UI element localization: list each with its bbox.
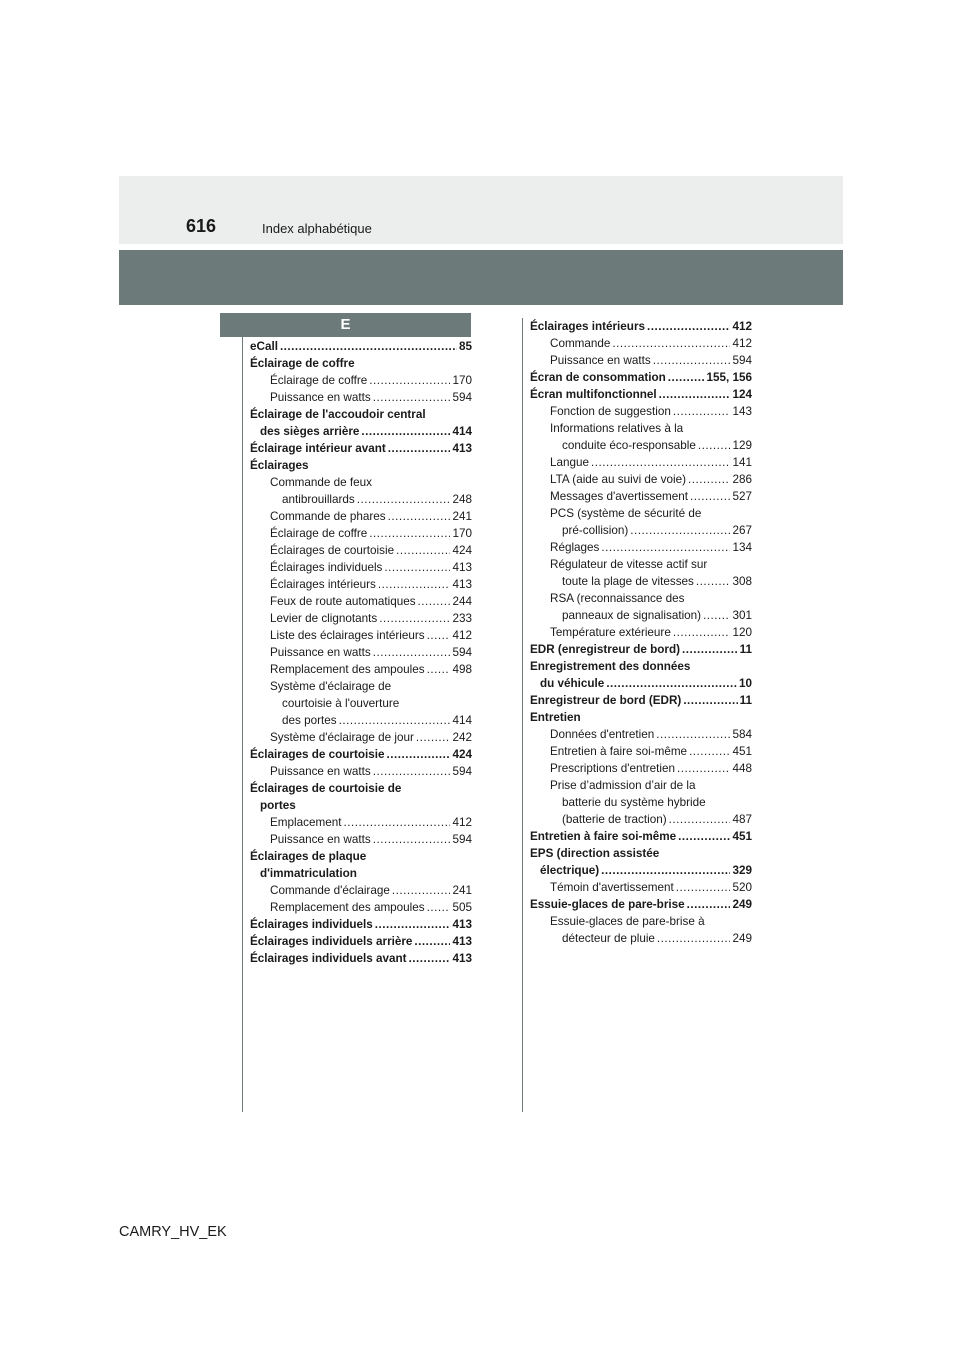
index-entry-term: Réglages <box>550 541 600 554</box>
index-entry-term: pré-collision) <box>562 524 629 537</box>
dot-leader <box>414 933 450 950</box>
index-entry-page: 244 <box>452 595 472 608</box>
index-entry-term: Puissance en watts <box>270 765 371 778</box>
index-entry-term: Éclairages intérieurs <box>530 320 645 333</box>
index-entry <box>250 865 472 882</box>
index-entry-term: toute la plage de vitesses <box>562 575 694 588</box>
index-entry-page: 413 <box>452 918 472 931</box>
index-entry-page: 11 <box>739 643 752 656</box>
index-entry-page: 413 <box>452 935 472 948</box>
index-entry-term: Éclairages individuels arrière <box>250 935 413 948</box>
index-entry-page: 170 <box>452 374 472 387</box>
index-entry-term: LTA (aide au suivi de voie) <box>550 473 686 486</box>
index-entry-page: 412 <box>732 320 752 333</box>
index-entry-term: Essuie-glaces de pare-brise <box>530 898 685 911</box>
index-entry-term: conduite éco-responsable <box>562 439 696 452</box>
index-entry <box>250 780 472 797</box>
dot-leader <box>687 896 731 913</box>
index-entry <box>530 522 752 539</box>
index-entry <box>250 559 472 576</box>
index-entry-page: 413 <box>452 952 472 965</box>
dot-leader <box>673 403 731 420</box>
dot-leader <box>343 814 450 831</box>
index-entry <box>250 406 472 423</box>
index-entry-page: 584 <box>732 728 752 741</box>
index-entry <box>250 712 472 729</box>
right-column-rule <box>522 318 523 1112</box>
index-entry-term: Éclairage de coffre <box>250 357 355 370</box>
index-entry-page: 286 <box>732 473 752 486</box>
index-entry <box>530 726 752 743</box>
index-entry-page: 594 <box>452 646 472 659</box>
dot-leader <box>361 423 450 440</box>
index-entry-page: 155, 156 <box>706 371 752 384</box>
index-entry <box>530 794 752 811</box>
dot-leader <box>612 335 730 352</box>
dot-leader <box>656 726 730 743</box>
index-entry-page: 451 <box>732 745 752 758</box>
index-column-left <box>250 338 472 967</box>
index-entry-term: détecteur de pluie <box>562 932 655 945</box>
index-entry-term: PCS (système de sécurité de <box>550 507 702 520</box>
index-entry <box>250 831 472 848</box>
index-entry <box>250 644 472 661</box>
index-entry <box>250 423 472 440</box>
index-entry-term: courtoisie à l'ouverture <box>282 697 400 710</box>
index-entry <box>530 590 752 607</box>
index-entry-term: batterie du système hybride <box>562 796 706 809</box>
index-entry-page: 170 <box>452 527 472 540</box>
index-entry-term: Feux de route automatiques <box>270 595 416 608</box>
index-entry <box>250 474 472 491</box>
index-entry-term: Informations relatives à la <box>550 422 684 435</box>
dot-leader <box>373 763 451 780</box>
index-entry-term: Messages d'avertissement <box>550 490 688 503</box>
dot-leader <box>373 831 451 848</box>
index-entry <box>250 457 472 474</box>
index-entry <box>530 386 752 403</box>
index-entry <box>250 899 472 916</box>
index-entry-page: 249 <box>732 932 752 945</box>
index-entry-page: 329 <box>732 864 752 877</box>
dot-leader <box>416 729 451 746</box>
dot-leader <box>678 828 730 845</box>
index-entry-page: 85 <box>458 340 472 353</box>
index-entry <box>530 420 752 437</box>
index-entry-page: 143 <box>732 405 752 418</box>
index-entry <box>530 862 752 879</box>
index-entry-page: 414 <box>452 714 472 727</box>
index-entry-page: 129 <box>732 439 752 452</box>
dot-leader <box>388 440 451 457</box>
index-entry-term: Commande d'éclairage <box>270 884 390 897</box>
dot-leader <box>427 661 451 678</box>
index-entry <box>530 709 752 726</box>
index-entry <box>530 692 752 709</box>
index-entry-page: 498 <box>452 663 472 676</box>
index-entry <box>530 454 752 471</box>
index-entry-page: 487 <box>732 813 752 826</box>
index-entry-term: Système d'éclairage de <box>270 680 392 693</box>
index-entry-page: 120 <box>732 626 752 639</box>
index-entry-page: 412 <box>732 337 752 350</box>
dot-leader <box>280 338 457 355</box>
index-entry-page: 248 <box>452 493 472 506</box>
dot-leader <box>677 760 730 777</box>
index-entry-page: 11 <box>739 694 752 707</box>
index-entry-term: du véhicule <box>540 677 605 690</box>
index-entry-term: EDR (enregistreur de bord) <box>530 643 681 656</box>
index-entry-page: 448 <box>732 762 752 775</box>
index-entry <box>250 797 472 814</box>
index-entry-term: Température extérieure <box>550 626 671 639</box>
dot-leader <box>357 491 451 508</box>
dot-leader <box>386 746 450 763</box>
index-entry-term: Entretien <box>530 711 581 724</box>
index-entry <box>250 355 472 372</box>
dot-leader <box>427 899 451 916</box>
index-entry <box>530 811 752 828</box>
dot-leader <box>659 386 731 403</box>
index-entry-term: Prescriptions d'entretien <box>550 762 676 775</box>
index-entry-term: Éclairages individuels <box>270 561 383 574</box>
index-entry-term: Éclairages individuels <box>250 918 373 931</box>
index-entry-page: 241 <box>452 884 472 897</box>
index-entry-page: 594 <box>732 354 752 367</box>
index-entry-term: Éclairages de courtoisie <box>250 748 385 761</box>
index-entry <box>250 848 472 865</box>
index-entry-term: Régulateur de vitesse actif sur <box>550 558 708 571</box>
index-entry <box>530 556 752 573</box>
index-entry <box>250 763 472 780</box>
index-entry <box>530 675 752 692</box>
index-entry-term: Éclairages intérieurs <box>270 578 376 591</box>
index-entry-page: 10 <box>738 677 752 690</box>
index-entry-term: Enregistrement des données <box>530 660 691 673</box>
header-bar <box>119 250 843 305</box>
index-entry-page: 233 <box>452 612 472 625</box>
index-entry <box>530 828 752 845</box>
index-entry-term: Puissance en watts <box>550 354 651 367</box>
index-entry <box>250 746 472 763</box>
index-entry-page: 413 <box>452 578 472 591</box>
index-entry <box>530 488 752 505</box>
index-entry <box>250 933 472 950</box>
index-entry <box>250 882 472 899</box>
dot-leader <box>682 641 738 658</box>
index-entry-term: EPS (direction assistée <box>530 847 660 860</box>
index-entry <box>250 525 472 542</box>
dot-leader <box>373 389 451 406</box>
index-entry <box>530 471 752 488</box>
index-entry <box>250 338 472 355</box>
header-band <box>119 176 843 244</box>
index-entry-term: Puissance en watts <box>270 833 371 846</box>
index-entry-term: Entretien à faire soi-même <box>550 745 688 758</box>
index-entry-term: Entretien à faire soi-même <box>530 830 677 843</box>
dot-leader <box>696 573 731 590</box>
index-entry-page: 451 <box>732 830 752 843</box>
dot-leader <box>673 624 731 641</box>
index-entry <box>530 658 752 675</box>
dot-leader <box>601 539 730 556</box>
index-entry-term: Enregistreur de bord (EDR) <box>530 694 682 707</box>
index-entry <box>530 539 752 556</box>
index-entry-page: 124 <box>732 388 752 401</box>
index-entry-term: Commande <box>550 337 611 350</box>
index-entry <box>250 695 472 712</box>
index-entry-term: Éclairages <box>250 459 309 472</box>
index-entry-term: eCall <box>250 340 278 353</box>
index-entry-term: Emplacement <box>270 816 342 829</box>
index-entry-term: (batterie de traction) <box>562 813 667 826</box>
dot-leader <box>668 369 705 386</box>
index-entry-term: RSA (reconnaissance des <box>550 592 685 605</box>
dot-leader <box>676 879 731 896</box>
index-entry-page: 249 <box>732 898 752 911</box>
index-entry <box>250 610 472 627</box>
index-entry <box>530 369 752 386</box>
model-code: CAMRY_HV_EK <box>119 1224 227 1240</box>
index-entry-term: Levier de clignotants <box>270 612 378 625</box>
index-entry-page: 413 <box>452 561 472 574</box>
index-entry-term: Puissance en watts <box>270 646 371 659</box>
index-entry <box>250 440 472 457</box>
index-entry-page: 413 <box>452 442 472 455</box>
index-entry <box>250 814 472 831</box>
index-entry <box>250 678 472 695</box>
index-entry-term: Éclairages individuels avant <box>250 952 407 965</box>
index-entry-page: 141 <box>732 456 752 469</box>
index-entry-term: Remplacement des ampoules <box>270 901 425 914</box>
dot-leader <box>653 352 731 369</box>
index-entry-page: 527 <box>732 490 752 503</box>
index-entry <box>530 352 752 369</box>
index-entry-term: Essuie-glaces de pare-brise à <box>550 915 705 928</box>
index-entry <box>530 930 752 947</box>
index-entry-term: Puissance en watts <box>270 391 371 404</box>
left-column-rule <box>242 337 243 1112</box>
index-entry-page: 520 <box>732 881 752 894</box>
dot-leader <box>409 950 451 967</box>
dot-leader <box>683 692 737 709</box>
index-entry-term: Éclairages de plaque <box>250 850 367 863</box>
index-entry <box>530 505 752 522</box>
index-entry <box>530 573 752 590</box>
index-entry-term: Témoin d'avertissement <box>550 881 674 894</box>
index-entry-term: des sièges arrière <box>260 425 360 438</box>
index-entry-page: 267 <box>732 524 752 537</box>
dot-leader <box>373 644 451 661</box>
index-entry <box>250 508 472 525</box>
index-entry <box>250 916 472 933</box>
index-entry <box>250 661 472 678</box>
index-entry-term: Éclairage de l'accoudoir central <box>250 408 426 421</box>
index-entry <box>530 879 752 896</box>
index-entry-page: 594 <box>452 833 472 846</box>
dot-leader <box>657 930 731 947</box>
index-entry <box>250 576 472 593</box>
index-entry <box>250 950 472 967</box>
dot-leader <box>392 882 451 899</box>
index-letter-tab: E <box>220 313 471 337</box>
index-entry-term: électrique) <box>540 864 600 877</box>
section-title: Index alphabétique <box>262 221 372 236</box>
dot-leader <box>703 607 730 624</box>
dot-leader <box>688 471 730 488</box>
dot-leader <box>690 488 730 505</box>
index-entry-term: Éclairage de coffre <box>270 374 368 387</box>
index-entry <box>530 896 752 913</box>
dot-leader <box>369 525 450 542</box>
index-entry <box>530 743 752 760</box>
index-entry-term: portes <box>260 799 296 812</box>
index-entry-term: Éclairages de courtoisie <box>270 544 395 557</box>
dot-leader <box>388 508 451 525</box>
index-entry-term: Commande de phares <box>270 510 386 523</box>
dot-leader <box>591 454 730 471</box>
index-entry <box>250 593 472 610</box>
index-entry-term: Remplacement des ampoules <box>270 663 425 676</box>
index-entry-term: Données d'entretien <box>550 728 655 741</box>
index-entry-term: panneaux de signalisation) <box>562 609 702 622</box>
index-entry <box>530 403 752 420</box>
index-entry-page: 414 <box>452 425 472 438</box>
index-entry-page: 308 <box>732 575 752 588</box>
dot-leader <box>369 372 450 389</box>
index-entry <box>530 845 752 862</box>
index-entry-term: Écran de consommation <box>530 371 666 384</box>
index-entry-page: 505 <box>452 901 472 914</box>
dot-leader <box>384 559 450 576</box>
index-entry-term: Langue <box>550 456 590 469</box>
dot-leader <box>601 862 730 879</box>
index-entry <box>530 607 752 624</box>
index-entry-page: 412 <box>452 816 472 829</box>
index-entry <box>250 729 472 746</box>
index-entry-page: 424 <box>452 544 472 557</box>
index-entry <box>530 437 752 454</box>
index-entry-term: Éclairage de coffre <box>270 527 368 540</box>
index-entry-term: Écran multifonctionnel <box>530 388 657 401</box>
index-entry <box>250 627 472 644</box>
index-entry-page: 242 <box>452 731 472 744</box>
index-entry-page: 241 <box>452 510 472 523</box>
index-entry <box>530 760 752 777</box>
index-entry <box>530 318 752 335</box>
index-entry-term: Fonction de suggestion <box>550 405 671 418</box>
index-entry-page: 594 <box>452 391 472 404</box>
dot-leader <box>339 712 451 729</box>
index-entry-term: Liste des éclairages intérieurs <box>270 629 425 642</box>
dot-leader <box>396 542 450 559</box>
index-entry-term: Commande de feux <box>270 476 372 489</box>
index-entry-page: 594 <box>452 765 472 778</box>
index-entry-term: Prise d’admission d’air de la <box>550 779 696 792</box>
dot-leader <box>689 743 730 760</box>
index-entry <box>250 491 472 508</box>
index-entry-term: Éclairage intérieur avant <box>250 442 386 455</box>
index-entry <box>530 777 752 794</box>
index-entry-term: Éclairages de courtoisie de <box>250 782 402 795</box>
index-entry-page: 134 <box>732 541 752 554</box>
index-entry <box>250 389 472 406</box>
index-entry-term: des portes <box>282 714 337 727</box>
dot-leader <box>698 437 731 454</box>
dot-leader <box>669 811 731 828</box>
index-entry <box>530 641 752 658</box>
index-entry-page: 301 <box>732 609 752 622</box>
page-number: 616 <box>186 216 217 236</box>
index-entry-term: Système d'éclairage de jour <box>270 731 414 744</box>
index-entry-term: d'immatriculation <box>260 867 357 880</box>
dot-leader <box>647 318 730 335</box>
index-entry <box>250 542 472 559</box>
dot-leader <box>606 675 737 692</box>
index-entry-page: 424 <box>452 748 472 761</box>
dot-leader <box>418 593 451 610</box>
index-entry <box>530 624 752 641</box>
dot-leader <box>378 576 451 593</box>
index-entry <box>530 335 752 352</box>
index-column-right <box>530 318 752 947</box>
dot-leader <box>375 916 451 933</box>
dot-leader <box>630 522 730 539</box>
index-entry-term: antibrouillards <box>282 493 355 506</box>
index-entry <box>530 913 752 930</box>
index-entry-page: 412 <box>452 629 472 642</box>
dot-leader <box>379 610 450 627</box>
index-entry <box>250 372 472 389</box>
dot-leader <box>427 627 451 644</box>
